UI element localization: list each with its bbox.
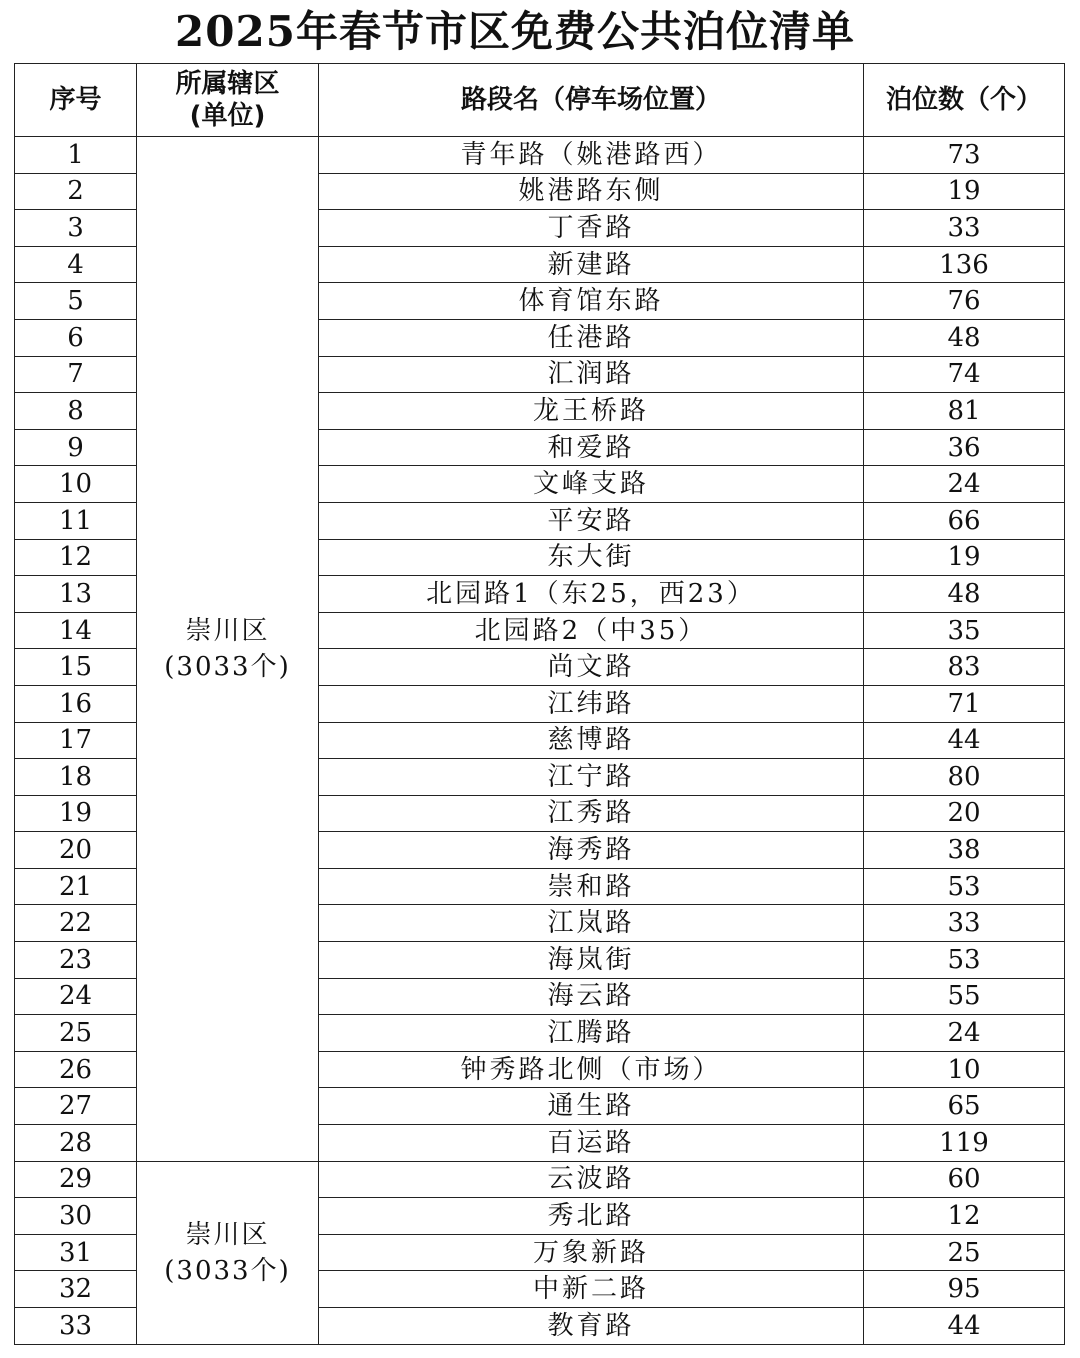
road-name: 北园路1（东25，西23） <box>319 576 864 613</box>
road-name: 青年路（姚港路西） <box>319 137 864 174</box>
parking-spaces: 33 <box>864 905 1065 942</box>
row-index: 6 <box>15 319 137 356</box>
parking-spaces: 74 <box>864 356 1065 393</box>
road-name: 海岚街 <box>319 942 864 979</box>
road-name: 江宁路 <box>319 759 864 796</box>
header-road: 路段名（停车场位置） <box>319 64 864 137</box>
road-name: 丁香路 <box>319 210 864 247</box>
road-name: 海云路 <box>319 978 864 1015</box>
row-index: 19 <box>15 795 137 832</box>
parking-spaces: 73 <box>864 137 1065 174</box>
parking-spaces: 33 <box>864 210 1065 247</box>
parking-spaces: 48 <box>864 576 1065 613</box>
road-name: 任港路 <box>319 319 864 356</box>
parking-spaces: 24 <box>864 1015 1065 1052</box>
row-index: 4 <box>15 246 137 283</box>
parking-spaces: 35 <box>864 612 1065 649</box>
parking-spaces: 53 <box>864 942 1065 979</box>
road-name: 新建路 <box>319 246 864 283</box>
road-name: 通生路 <box>319 1088 864 1125</box>
parking-spaces: 81 <box>864 393 1065 430</box>
row-index: 33 <box>15 1308 137 1345</box>
road-name: 东大街 <box>319 539 864 576</box>
road-name: 姚港路东侧 <box>319 173 864 210</box>
header-index: 序号 <box>15 64 137 137</box>
road-name: 崇和路 <box>319 868 864 905</box>
page-title: 2025年春节市区免费公共泊位清单 <box>175 7 855 56</box>
row-index: 25 <box>15 1015 137 1052</box>
row-index: 1 <box>15 137 137 174</box>
row-index: 2 <box>15 173 137 210</box>
district-name: 崇川区 <box>185 1219 270 1250</box>
row-index: 14 <box>15 612 137 649</box>
parking-spaces: 24 <box>864 466 1065 503</box>
parking-spaces: 19 <box>864 539 1065 576</box>
row-index: 17 <box>15 722 137 759</box>
road-name: 体育馆东路 <box>319 283 864 320</box>
parking-spaces: 53 <box>864 868 1065 905</box>
parking-spaces: 95 <box>864 1271 1065 1308</box>
header-row <box>15 64 1065 137</box>
row-index: 26 <box>15 1051 137 1088</box>
row-index: 20 <box>15 832 137 869</box>
row-index: 12 <box>15 539 137 576</box>
road-name: 江岚路 <box>319 905 864 942</box>
row-index: 27 <box>15 1088 137 1125</box>
road-name: 教育路 <box>319 1308 864 1345</box>
row-index: 10 <box>15 466 137 503</box>
parking-spaces: 60 <box>864 1161 1065 1198</box>
parking-spaces: 48 <box>864 319 1065 356</box>
parking-spaces: 10 <box>864 1051 1065 1088</box>
row-index: 21 <box>15 868 137 905</box>
row-index: 18 <box>15 759 137 796</box>
parking-spaces: 76 <box>864 283 1065 320</box>
road-name: 平安路 <box>319 502 864 539</box>
parking-spaces: 36 <box>864 429 1065 466</box>
district-count: (3033个) <box>164 1255 291 1286</box>
parking-spaces: 55 <box>864 978 1065 1015</box>
row-index: 7 <box>15 356 137 393</box>
road-name: 龙王桥路 <box>319 393 864 430</box>
road-name: 尚文路 <box>319 649 864 686</box>
parking-spaces: 80 <box>864 759 1065 796</box>
parking-spaces: 66 <box>864 502 1065 539</box>
header-spaces: 泊位数（个） <box>864 64 1065 137</box>
road-name: 汇润路 <box>319 356 864 393</box>
parking-spaces: 71 <box>864 685 1065 722</box>
road-name: 文峰支路 <box>319 466 864 503</box>
parking-spaces: 20 <box>864 795 1065 832</box>
road-name: 海秀路 <box>319 832 864 869</box>
row-index: 11 <box>15 502 137 539</box>
road-name: 和爱路 <box>319 429 864 466</box>
row-index: 31 <box>15 1234 137 1271</box>
header-district-line1: 所属辖区 <box>175 69 280 99</box>
parking-spaces: 44 <box>864 722 1065 759</box>
row-index: 24 <box>15 978 137 1015</box>
district-count: (3033个) <box>164 651 291 682</box>
parking-spaces: 119 <box>864 1125 1065 1162</box>
table-row <box>15 137 1065 174</box>
district-cell <box>137 137 319 1162</box>
road-name: 钟秀路北侧（市场） <box>319 1051 864 1088</box>
header-district-line2: (单位) <box>189 101 266 131</box>
road-name: 北园路2（中35） <box>319 612 864 649</box>
road-name: 中新二路 <box>319 1271 864 1308</box>
road-name: 江腾路 <box>319 1015 864 1052</box>
parking-spaces: 25 <box>864 1234 1065 1271</box>
road-name: 慈博路 <box>319 722 864 759</box>
row-index: 28 <box>15 1125 137 1162</box>
row-index: 5 <box>15 283 137 320</box>
row-index: 15 <box>15 649 137 686</box>
row-index: 23 <box>15 942 137 979</box>
table-body <box>15 137 1065 1345</box>
row-index: 3 <box>15 210 137 247</box>
row-index: 22 <box>15 905 137 942</box>
road-name: 江秀路 <box>319 795 864 832</box>
row-index: 29 <box>15 1161 137 1198</box>
district-cell <box>137 1161 319 1344</box>
parking-spaces: 38 <box>864 832 1065 869</box>
road-name: 万象新路 <box>319 1234 864 1271</box>
parking-spaces: 12 <box>864 1198 1065 1235</box>
road-name: 江纬路 <box>319 685 864 722</box>
row-index: 32 <box>15 1271 137 1308</box>
parking-table <box>14 63 1065 1345</box>
road-name: 百运路 <box>319 1125 864 1162</box>
parking-spaces: 65 <box>864 1088 1065 1125</box>
row-index: 16 <box>15 685 137 722</box>
row-index: 8 <box>15 393 137 430</box>
road-name: 秀北路 <box>319 1198 864 1235</box>
row-index: 9 <box>15 429 137 466</box>
row-index: 13 <box>15 576 137 613</box>
header-district <box>137 64 319 137</box>
row-index: 30 <box>15 1198 137 1235</box>
parking-spaces: 19 <box>864 173 1065 210</box>
road-name: 云波路 <box>319 1161 864 1198</box>
parking-spaces: 136 <box>864 246 1065 283</box>
table-row <box>15 1161 1065 1198</box>
parking-spaces: 83 <box>864 649 1065 686</box>
district-name: 崇川区 <box>185 615 270 646</box>
parking-spaces: 44 <box>864 1308 1065 1345</box>
